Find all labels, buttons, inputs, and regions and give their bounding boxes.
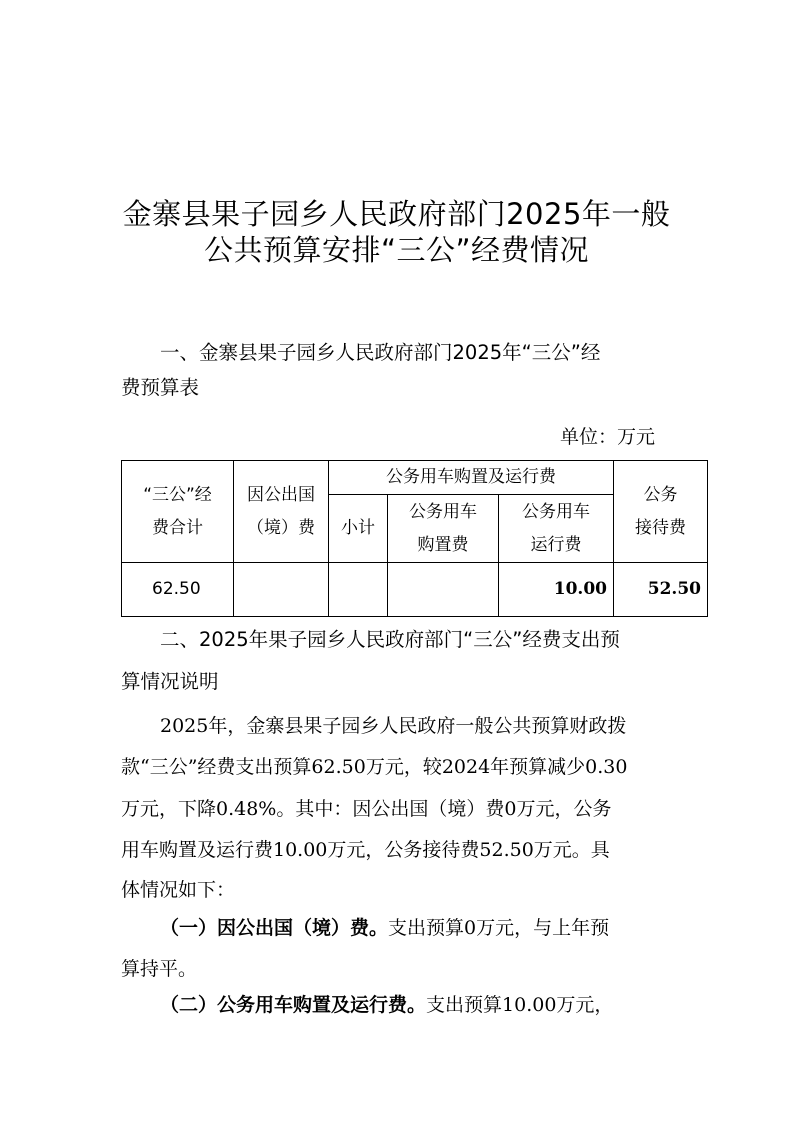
- item-1-title: （一）因公出国（境）费。: [160, 917, 389, 939]
- paragraph-line-5: 体情况如下：: [121, 879, 236, 901]
- unit-label: 单位：万元: [560, 426, 656, 448]
- cell-vehicle-purchase: [388, 563, 499, 617]
- header-abroad-line-1: 因公出国: [247, 484, 315, 505]
- item-2-text: 支出预算10.00万元，: [426, 994, 614, 1016]
- three-public-budget-table: [121, 460, 708, 617]
- header-vehicle-purchase-line-2: 购置费: [417, 534, 469, 555]
- document-title-line-1: 金寨县果子园乡人民政府部门2025年一般: [122, 197, 671, 231]
- header-reception: [614, 461, 708, 563]
- header-total-line-1: “三公”经: [143, 484, 212, 505]
- table-row: [122, 563, 708, 617]
- section-2-heading-line-1: 二、2025年果子园乡人民政府部门“三公”经费支出预: [160, 628, 620, 651]
- cell-total: 62.50: [122, 563, 234, 617]
- paragraph-line-2: 款“三公”经费支出预算62.50万元，较2024年预算减少0.30: [121, 756, 628, 778]
- header-abroad: [234, 461, 329, 563]
- header-vehicle-purchase-line-1: 公务用车: [409, 501, 477, 522]
- header-subtotal: 小计: [329, 495, 388, 563]
- item-1-text: 支出预算0万元，与上年预: [388, 917, 610, 939]
- section-1-heading-line-2: 费预算表: [121, 376, 200, 399]
- item-1-line-1: [160, 915, 609, 941]
- header-vehicle-operation-line-2: 运行费: [530, 534, 582, 555]
- cell-abroad: [234, 563, 329, 617]
- header-total-line-2: 费合计: [152, 517, 203, 538]
- header-reception-line-2: 接待费: [635, 517, 686, 538]
- header-vehicle-purchase: [388, 495, 499, 563]
- item-1-line-2: 算持平。: [121, 958, 198, 980]
- item-2-title: （二）公务用车购置及运行费。: [160, 994, 427, 1016]
- paragraph-line-4: 用车购置及运行费10.00万元，公务接待费52.50万元。具: [121, 839, 610, 861]
- cell-vehicle-operation: 10.00: [499, 563, 614, 617]
- paragraph-line-3: 万元，下降0.48%。其中：因公出国（境）费0万元，公务: [121, 798, 612, 820]
- header-vehicle-operation-line-1: 公务用车: [522, 501, 590, 522]
- header-total: [122, 461, 234, 563]
- item-2-line-1: [160, 992, 613, 1018]
- header-vehicle-operation: [499, 495, 614, 563]
- document-title-line-2: 公共预算安排“三公”经费情况: [203, 233, 590, 267]
- section-2-heading-line-2: 算情况说明: [121, 670, 219, 693]
- header-reception-line-1: 公务: [643, 484, 678, 505]
- cell-subtotal: [329, 563, 388, 617]
- header-vehicle-group: 公务用车购置及运行费: [329, 461, 614, 495]
- paragraph-line-1: 2025年，金寨县果子园乡人民政府一般公共预算财政拨: [160, 715, 627, 737]
- cell-reception: 52.50: [614, 563, 708, 617]
- header-abroad-line-2: （境）费: [247, 517, 315, 538]
- section-1-heading-line-1: 一、金寨县果子园乡人民政府部门2025年“三公”经: [160, 341, 601, 364]
